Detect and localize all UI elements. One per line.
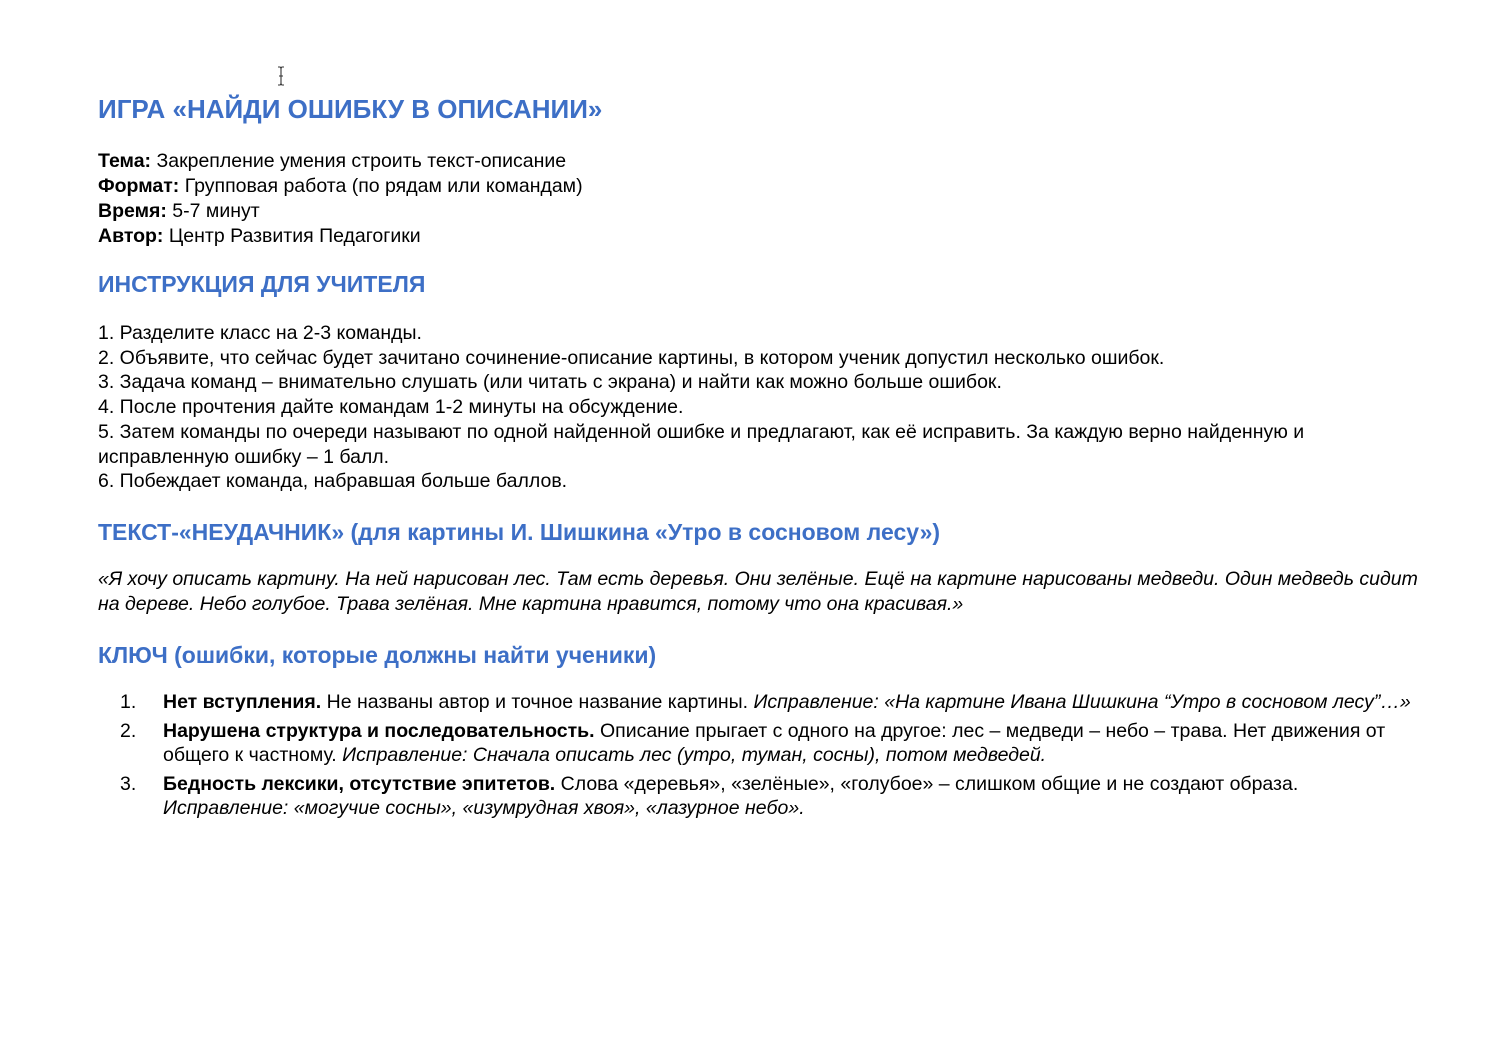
key-section-heading: КЛЮЧ (ошибки, которые должны найти ученики) xyxy=(98,642,657,668)
text-cursor-icon xyxy=(276,66,286,86)
meta-row-format xyxy=(98,174,583,199)
key-item-number: 2. xyxy=(120,719,137,742)
key-item-number: 3. xyxy=(120,772,137,795)
key-item-fix: Исправление: «На картине Ивана Шишкина “Утро в сосновом лесу”…» xyxy=(753,691,1411,713)
meta-row-topic xyxy=(98,149,583,174)
sample-text: «Я хочу описать картину. На ней нарисован лес. Там есть деревья. Они зелёные. Ещё на картине нарисованы медведи. Один медведь сидит на дереве. Небо голубое. Трава зелёная. Мне картина нравится, потому что она красивая.» xyxy=(98,568,1418,615)
meta-value: Групповая работа (по рядам или командам) xyxy=(179,175,583,197)
key-item-title: Нет вступления. xyxy=(163,691,322,713)
meta-row-time xyxy=(98,199,583,224)
key-item-text: Не названы автор и точное название картины. xyxy=(321,691,754,713)
meta-label: Формат: xyxy=(98,175,180,197)
meta-value: Закрепление умения строить текст-описание xyxy=(151,150,567,172)
instruction-step: 6. Побеждает команда, набравшая больше баллов. xyxy=(98,470,568,493)
key-item-title: Нарушена структура и последовательность. xyxy=(163,719,595,742)
key-item xyxy=(98,719,1418,768)
instruction-step: 3. Задача команд – внимательно слушать (или читать с экрана) и найти как можно больше ошибок. xyxy=(98,371,1002,394)
meta-label: Время: xyxy=(98,200,167,222)
key-item xyxy=(98,772,1418,821)
meta-value: Центр Развития Педагогики xyxy=(163,225,421,247)
instruction-step: 4. После прочтения дайте командам 1-2 минуты на обсуждение. xyxy=(98,396,684,419)
key-item-number: 1. xyxy=(120,691,137,713)
text-section-heading: ТЕКСТ-«НЕУДАЧНИК» (для картины И. Шишкина «Утро в сосновом лесу») xyxy=(98,519,941,545)
key-item-fix: Исправление: «могучие сосны», «изумрудная хвоя», «лазурное небо». xyxy=(163,797,805,819)
instructions-heading: ИНСТРУКЦИЯ ДЛЯ УЧИТЕЛЯ xyxy=(98,271,426,297)
instructions-steps xyxy=(98,321,1418,494)
key-item-text: Описание прыгает с одного на другое: лес – медведи – небо – трава. Нет движения от общего к частному. xyxy=(163,719,1386,766)
key-item-fix: Исправление: Сначала описать лес (утро, туман, сосны), потом медведей. xyxy=(342,744,1047,766)
instruction-step: 5. Затем команды по очереди называют по одной найденной ошибке и предлагают, как её исправить. За каждую верно найденную и исправленную ошибку – 1 балл. xyxy=(98,420,1305,468)
key-item-text: Слова «деревья», «зелёные», «голубое» – слишком общие и не создают образа. xyxy=(555,772,1299,795)
instruction-step: 1. Разделите класс на 2-3 команды. xyxy=(98,322,422,344)
key-list xyxy=(98,690,1418,825)
key-item-title: Бедность лексики, отсутствие эпитетов. xyxy=(163,772,556,795)
key-item xyxy=(98,690,1418,715)
meta-row-author xyxy=(98,224,583,249)
meta-label: Тема: xyxy=(98,150,152,172)
meta-block xyxy=(98,149,583,249)
document-title: ИГРА «НАЙДИ ОШИБКУ В ОПИСАНИИ» xyxy=(98,94,603,124)
meta-label: Автор: xyxy=(98,225,164,247)
instruction-step: 2. Объявите, что сейчас будет зачитано сочинение-описание картины, в котором ученик допустил несколько ошибок. xyxy=(98,346,1165,369)
meta-value: 5-7 минут xyxy=(166,200,260,222)
